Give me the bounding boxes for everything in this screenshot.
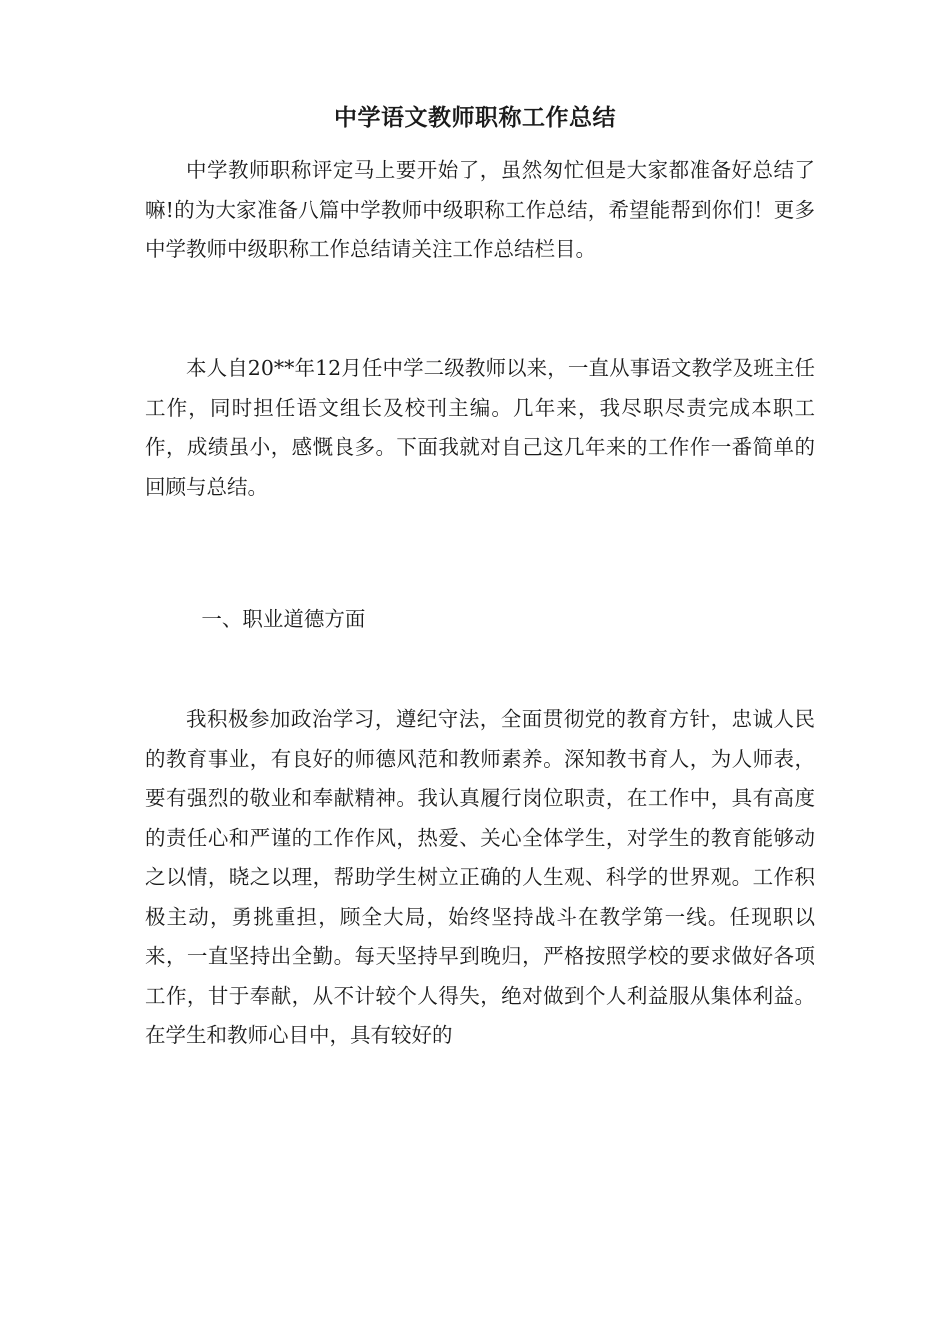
intro-paragraph: 中学教师职称评定马上要开始了，虽然匆忙但是大家都准备好总结了嘛!的为大家准备八篇中学教师中级职称工作总结，希望能帮到你们！更多中学教师中级职称工作总结请关注工作总结栏目。 bbox=[145, 158, 815, 261]
section-paragraph: 我积极参加政治学习，遵纪守法，全面贯彻党的教育方针，忠诚人民的教育事业，有良好的师德风范和教师素养。深知教书育人，为人师表，要有强烈的敬业和奉献精神。我认真履行岗位职责，在工作中，具有高度的责任心和严谨的工作作风，热爱、关心全体学生，对学生的教育能够动之以情，晓之以理，帮助学生树立正确的人生观、科学的世界观。工作积极主动，勇挑重担，顾全大局，始终坚持战斗在教学第一线。任现职以来，一直坚持出全勤。每天坚持早到晚归，严格按照学校的要求做好各项工作，甘于奉献，从不计较个人得失，绝对做到个人利益服从集体利益。在学生和教师心目中，具有较好的 bbox=[145, 707, 815, 1047]
summary-paragraph: 本人自20**年12月任中学二级教师以来，一直从事语文教学及班主任工作，同时担任语文组长及校刊主编。几年来，我尽职尽责完成本职工作，成绩虽小，感慨良多。下面我就对自己这几年来的工作作一番简单的回顾与总结。 bbox=[145, 356, 815, 499]
document-title: 中学语文教师职称工作总结 bbox=[334, 104, 616, 131]
section-heading: 一、职业道德方面 bbox=[201, 607, 366, 631]
